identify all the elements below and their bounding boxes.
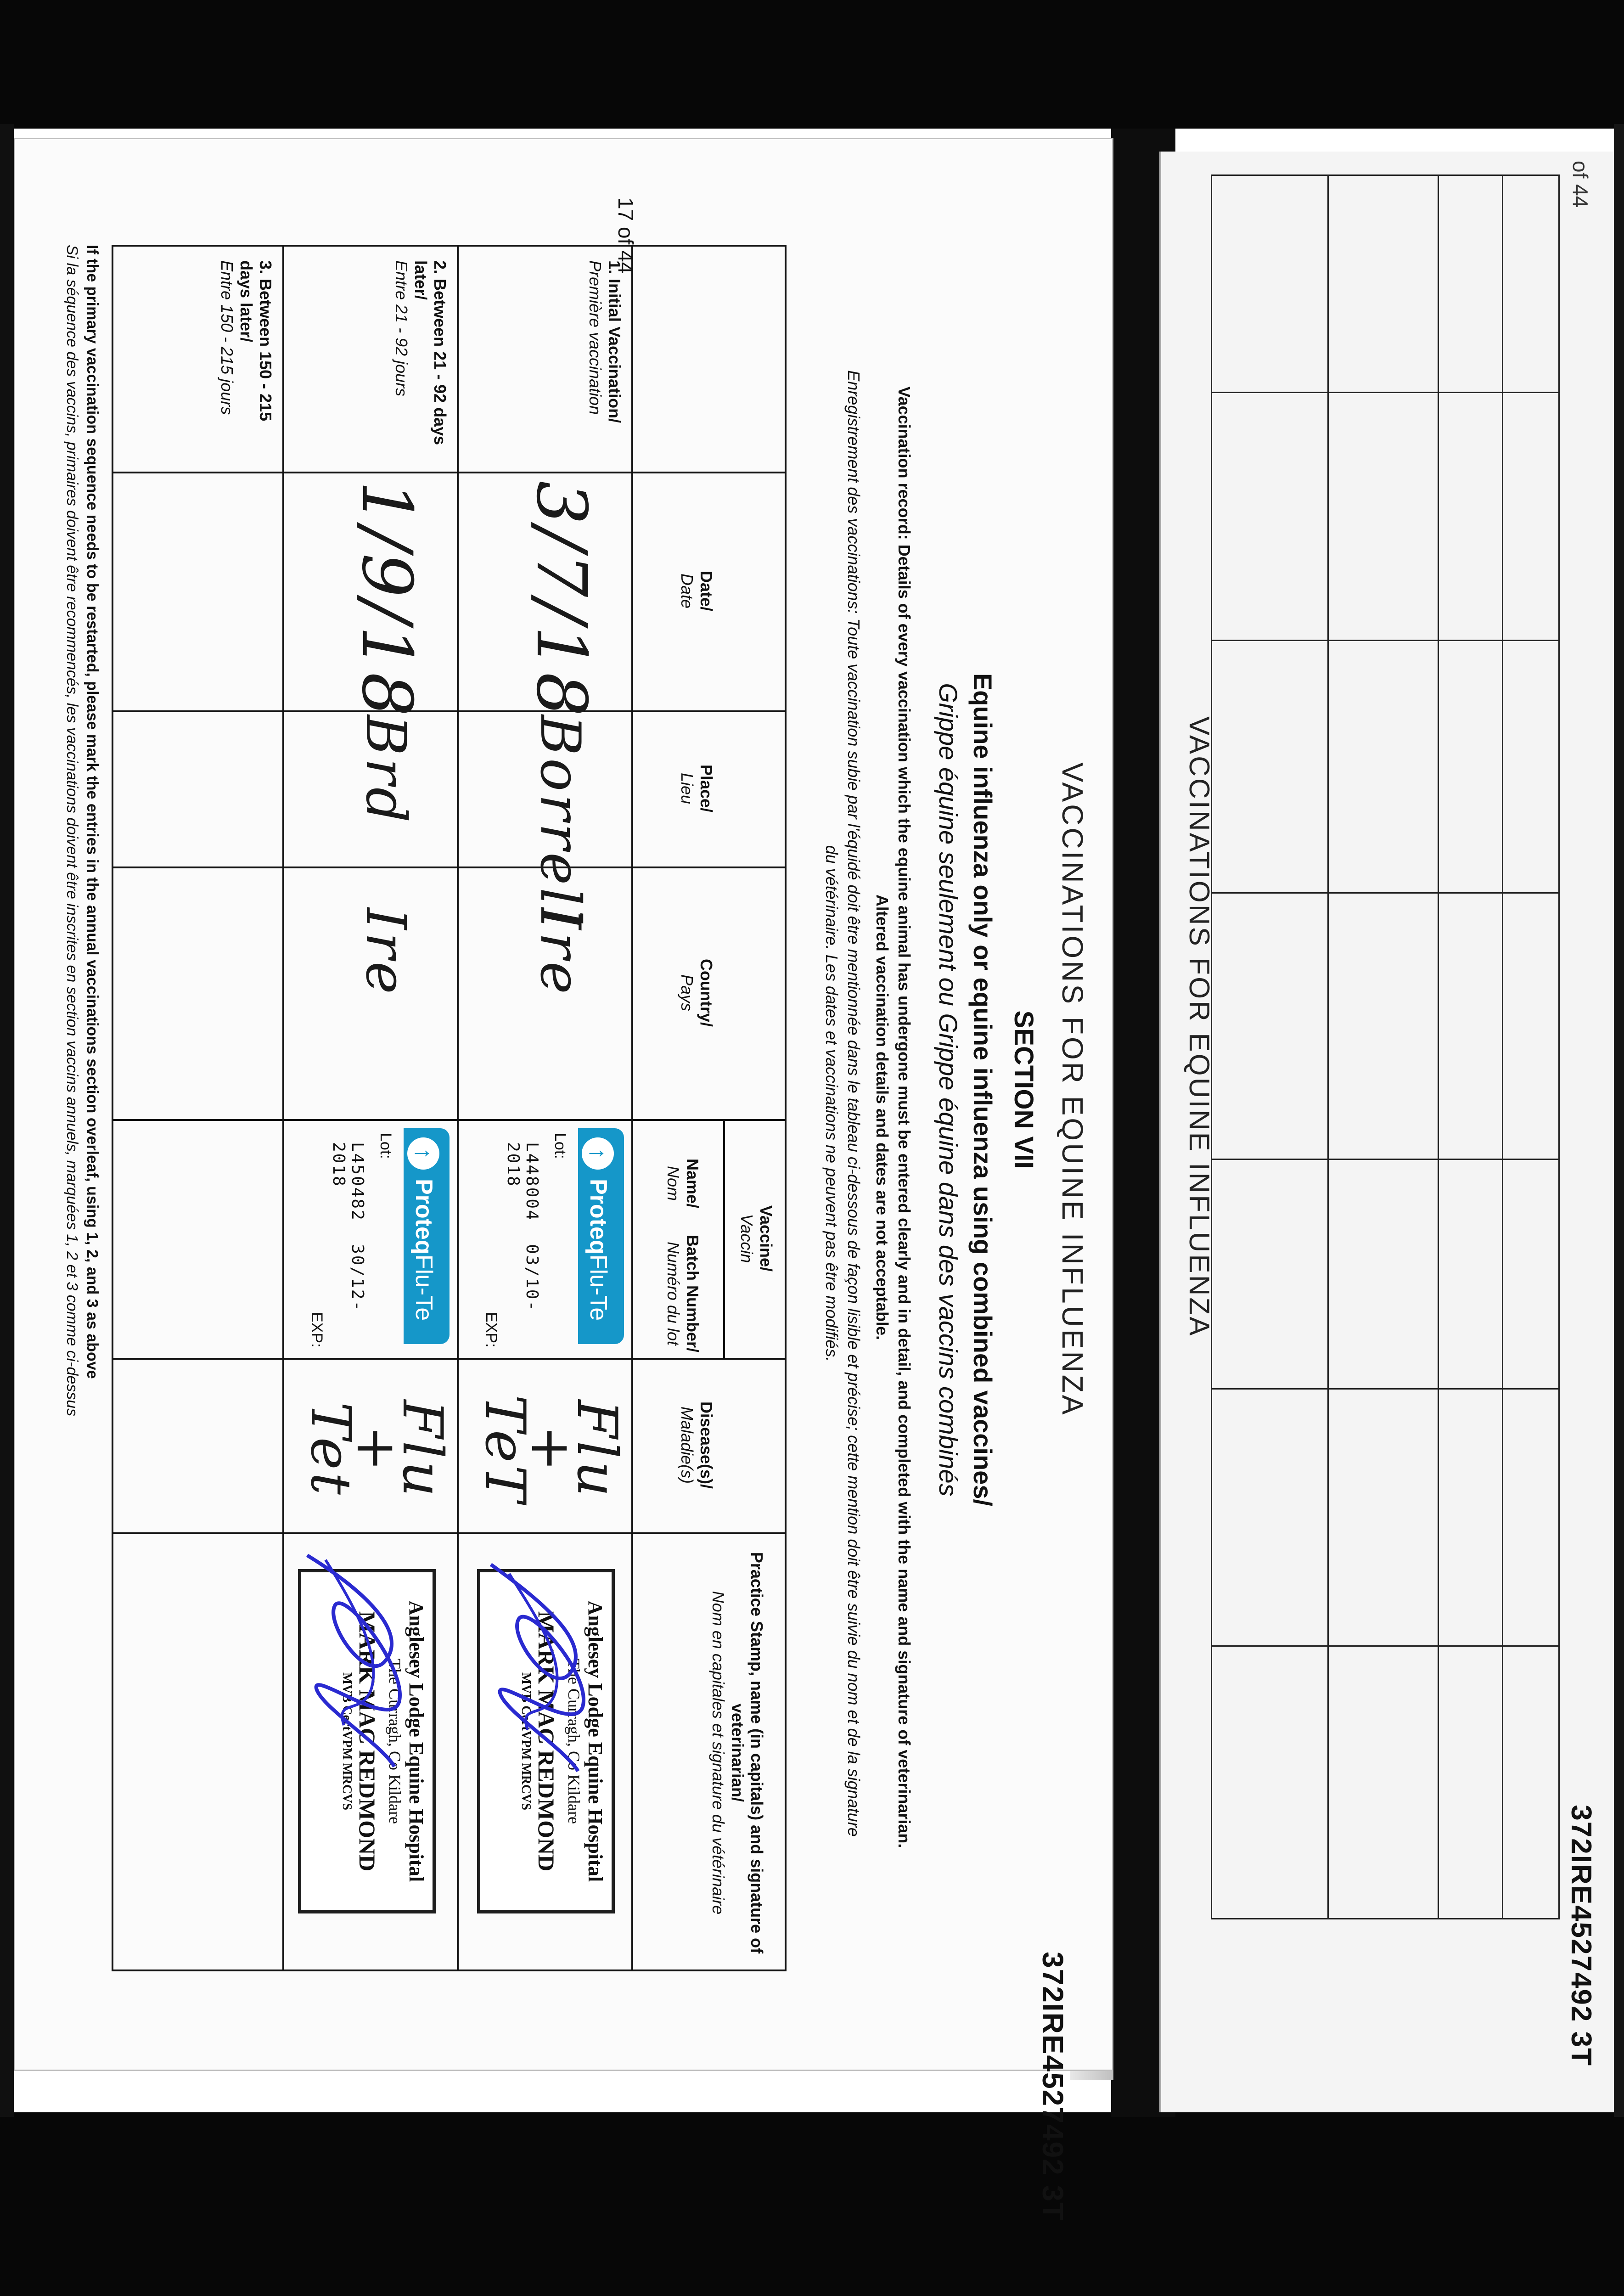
stamp-line: The Curragh, Co Kildare [386,1659,404,1824]
disease-line: + [344,1425,408,1474]
sticker-lot-label: Lot: [377,1133,394,1159]
header-label-fr: Pays [678,974,697,1012]
left-page [14,138,1113,2071]
stamp-line: MVB CertVPM MRCVS [519,1672,533,1811]
sticker-exp-label: EXP: [483,1312,500,1348]
disease-line: Flu [390,1400,454,1500]
row-label-initial [585,260,624,462]
row-label-en: 1. Initial Vaccination/ [605,260,624,423]
header-label: Vaccine/ [757,1205,775,1272]
exp-date: 30/12-2018 [329,1142,367,1312]
record-line: Altered vaccination details and dates are not acceptable. [873,894,892,1340]
left-page-number: 17 of 44 [614,197,638,274]
table-divider [1438,176,1439,1918]
handwritten-disease [473,1385,629,1514]
header-label: Date/ [697,570,716,612]
right-page [1159,152,1614,2112]
disease-line: + [519,1425,583,1474]
left-page-serial: 372IRE4527492 3T [1036,1952,1069,2222]
brand-bold: Proteq [410,1179,437,1255]
right-page-table [1211,174,1560,1919]
handwritten-date: 1/9/18 [347,481,427,719]
table-divider [457,247,459,1970]
row-label-en: 3. Between 150 - 215 days later/ [237,260,275,422]
header-label-fr: Numéro du lot [664,1241,683,1346]
brand-light: Flu-Te [585,1254,612,1321]
subtitle-fr: Grippe équine seulement ou Grippe équine dans des vaccins combinés [934,683,963,1497]
table-divider [1212,1645,1558,1647]
stamp-line: The Curragh, Co Kildare [565,1659,583,1824]
disease-line: TeT [473,1395,537,1505]
sticker-arrow-icon: ↑ [407,1137,439,1170]
header-label: Place/ [697,764,716,813]
header-label-fr: Vaccin [737,1214,756,1263]
handwritten-country: Ire [354,908,417,997]
sticker-arrow-icon: ↑ [582,1137,614,1170]
sticker-brand-band [578,1128,624,1344]
handwritten-country: Ire [528,908,592,997]
table-divider [631,247,633,1970]
header-practice-stamp [708,1542,766,1964]
header-batch [663,1229,702,1358]
sticker-lot-label: Lot: [551,1133,569,1159]
table-divider [1212,1388,1558,1390]
footnote [62,245,102,1971]
stamp-line: Anglesey Lodge Equine Hospital [584,1600,607,1882]
header-label: Disease(s)/ [697,1401,716,1489]
table-divider [1212,392,1558,393]
scan-border-left [0,124,14,2117]
record-line: du vétérinaire. Les dates et vaccinations ne peuvent pas être modifiés. [822,845,841,1362]
sticker-brand-band [404,1128,450,1344]
right-page-serial: 372IRE4527492 3T [1565,1805,1597,2066]
record-instructions-fr [820,245,865,1962]
sticker-body [468,1128,578,1348]
sticker-brand [410,1179,438,1321]
vet-signature [472,1555,610,1785]
brand-bold: Proteq [585,1179,612,1255]
table-divider [1212,640,1558,641]
row-label-fr: Entre 21 - 92 jours [392,260,411,397]
row-label-fr: Première vaccination [586,260,605,415]
disease-line: Flu [565,1400,629,1500]
record-instructions-en [871,268,915,1967]
left-page-content [38,153,1108,2026]
row-label-third [217,260,275,462]
table-divider [282,247,284,1970]
header-label-fr: Nom en capitales et signature du vétérinaire [709,1591,728,1915]
header-label-fr: Date [678,573,697,609]
lot-number: L450482 [348,1142,367,1221]
brand-light: Flu-Te [410,1254,437,1321]
header-label: Name/ [683,1158,702,1209]
disease-line: Tet [298,1402,362,1497]
table-divider [113,1532,785,1534]
header-disease [677,1358,716,1532]
vet-signature [289,1546,431,1776]
row-label-en: 2. Between 21 - 92 days later/ [411,260,450,445]
scan-border-top [0,0,1624,129]
sticker-body [293,1128,404,1348]
sticker-lot-value [504,1142,541,1344]
stamp-line: MARK MAC REDMOND [534,1611,559,1872]
scan-border-right [1614,124,1624,2117]
sticker-lot-value [329,1142,367,1344]
record-line: Enregistrement des vaccinations: Toute vaccination subie par l'équidé doit être mentionnée dans le tableau ci-dessous de façon lisible et précise; cette mention doit être suivie du nom et de la signature [844,370,863,1837]
footnote-fr: Si la séquence des vaccins, primaires doivent être recommencés, les vaccinations doivent être inscrites en section vaccins annuels, marquées 1, 2 et 3 comme ci-dessus [63,245,81,1417]
header-label-fr: Nom [664,1165,683,1201]
stamp-line: MARK MAC REDMOND [354,1611,380,1872]
stamp-line: MVB CertVPM MRCVS [340,1672,354,1811]
table-divider [1502,176,1503,1918]
stamp-line: Anglesey Lodge Equine Hospital [405,1600,427,1882]
record-line: Vaccination record: Details of every vaccination which the equine animal has undergone must be entered clearly and in detail, and completed with the name and signature of veterinarian. [895,386,914,1848]
sticker-brand [584,1179,612,1321]
header-date [677,472,716,710]
vaccine-sticker [293,1128,450,1348]
section-title: SECTION VII [1009,1010,1039,1169]
table-divider [1327,176,1329,1918]
header-place [677,710,716,867]
exp-date: 03/10-2018 [504,1142,541,1312]
header-vaccine [737,1119,775,1358]
header-label: Practice Stamp, name (in capitals) and signature of veterinarian/ [728,1552,766,1954]
handwritten-place: Borrell [528,715,592,929]
vaccine-sticker [468,1128,624,1348]
subtitle-en: Equine influenza only or equine influenza using combined vaccines/ [968,673,997,1507]
header-label-fr: Lieu [678,772,697,805]
row-label-second [392,260,450,462]
sticker-exp-label: EXP: [308,1312,326,1348]
header-label: Batch Number/ [683,1234,702,1353]
handwritten-disease [298,1385,454,1514]
footnote-en: If the primary vaccination sequence needs to be restarted, please mark the entries in the annual vaccinations section overleaf, using 1, 2, and 3 as above [84,245,101,1379]
header-country [677,867,716,1119]
header-name [663,1119,702,1248]
table-divider [1212,1159,1558,1160]
page-heading: VACCINATIONS FOR EQUINE INFLUENZA [1056,762,1089,1417]
right-page-content [1165,152,1601,2094]
right-page-number: of 44 [1568,161,1592,208]
header-label-fr: Maladie(s) [678,1406,697,1484]
table-divider [723,1119,725,1358]
handwritten-place: Brd [354,715,417,826]
header-label: Country/ [697,959,716,1027]
table-divider [1212,892,1558,894]
right-page-heading: VACCINATIONS FOR EQUINE INFLUENZA [1183,716,1215,1338]
handwritten-date: 3/7/18 [521,481,601,719]
lot-number: L448004 [523,1142,541,1221]
row-label-fr: Entre 150 - 215 jours [218,260,236,415]
vaccination-table [112,245,787,1971]
scan-border-bottom [0,2112,1624,2296]
